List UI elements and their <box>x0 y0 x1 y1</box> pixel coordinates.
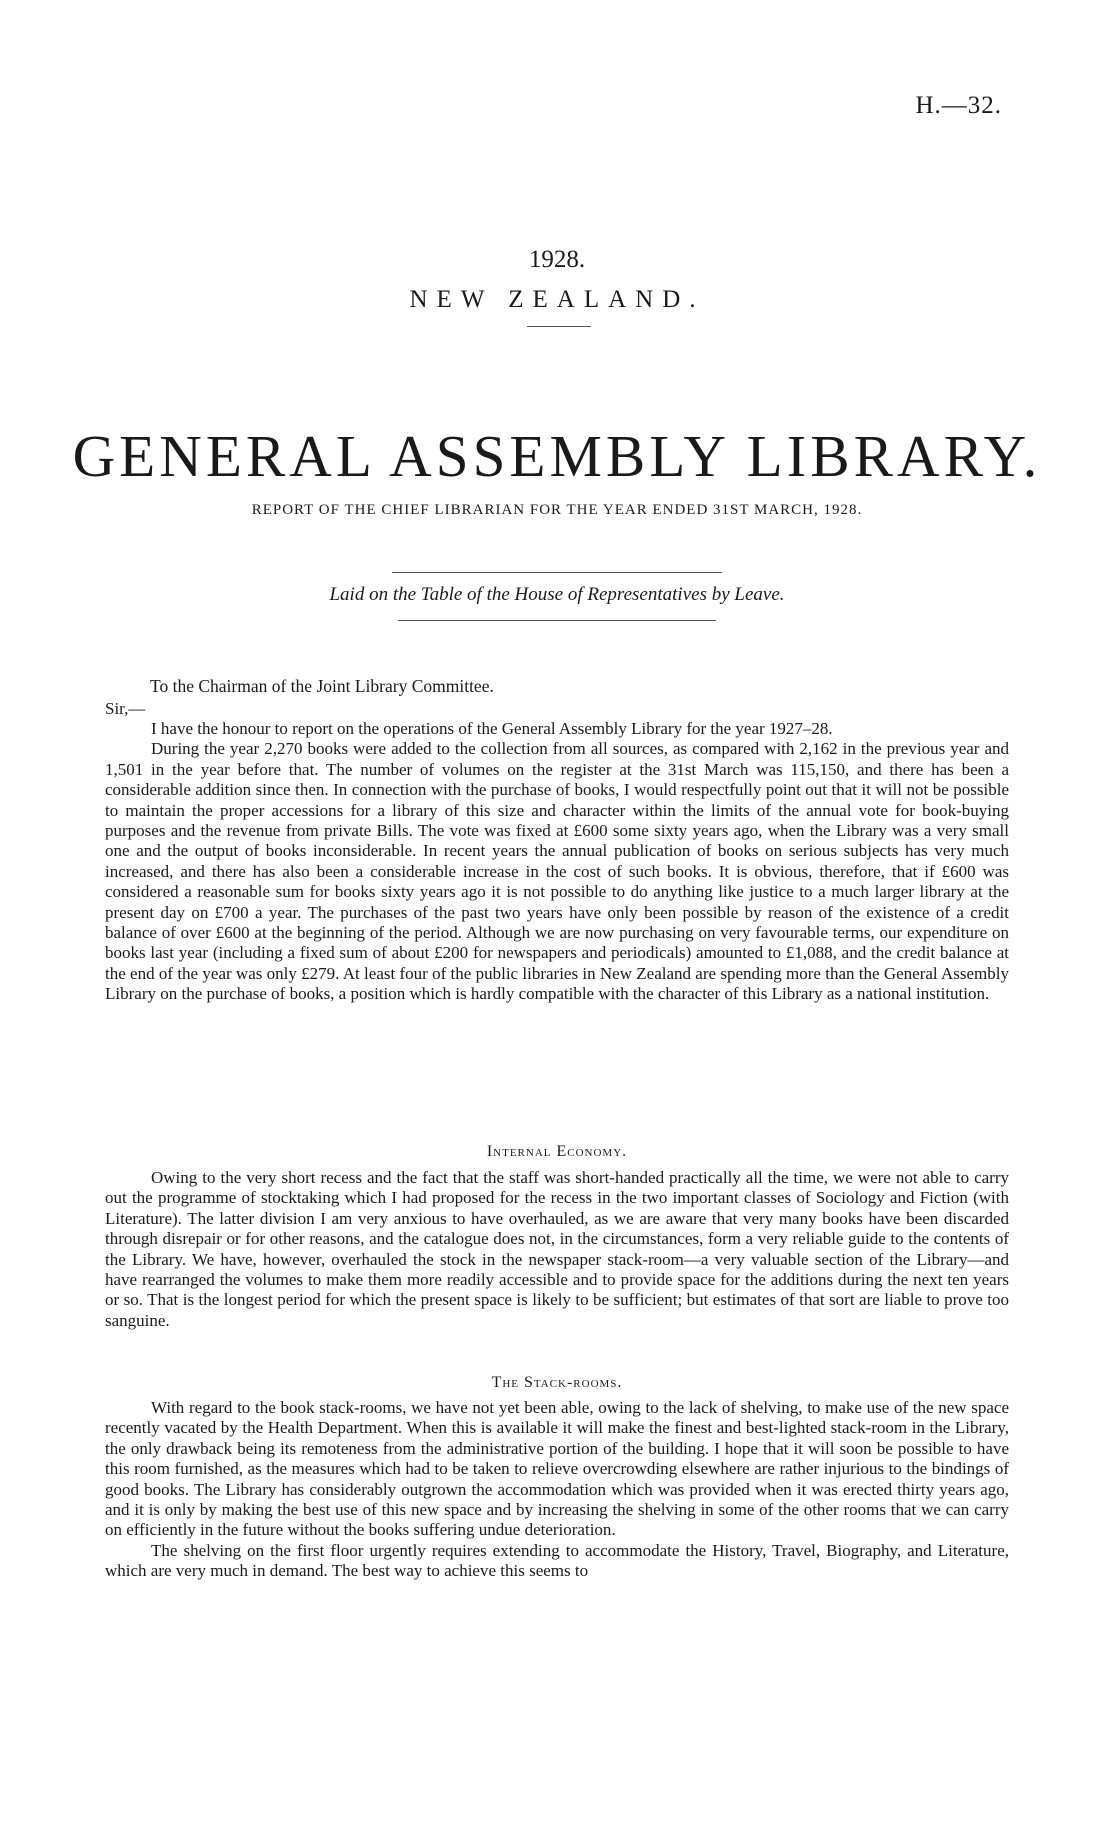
section-heading-internal-economy: Internal Economy. <box>486 1143 628 1160</box>
paragraph-internal-economy: Owing to the very short recess and the fact that the staff was short-handed practically all the time, we were not able to carry out the programme of stocktaking which I had proposed for the recess in the two important classes of Sociology and Fiction (with Literature). The latter division I am very anxious to have overhauled, as we are aware that very many books have been discarded through disrepair or for other reasons, and the catalogue does not, in the circumstances, form a very reliable guide to the contents of the Library. We have, however, overhauled the stock in the newspaper stack-room—a very valuable section of the Library—and have rearranged the volumes to make them more readily accessible and to provide space for the additions during the next ten years or so. That is the longest period for which the present space is likely to be sufficient; but estimates of that sort are liable to prove too sanguine. <box>105 1168 1009 1330</box>
paragraph-accessions: During the year 2,270 books were added to the collection from all sources, as compared with 2,162 in the previous year and 1,501 in the year before that. The number of volumes on the register at the 31st March was 115,150, and there has been a considerable addition since then. In connection with the purchase of books, I would respectfully point out that it will not be possible to maintain the proper accessions for a library of this size and character within the limits of the annual vote for book-buying purposes and the revenue from private Bills. The vote was fixed at £600 some sixty years ago, when the Library was a very small one and the output of books inconsiderable. In recent years the annual publication of books on serious subjects has very much increased, and there has also been a considerable increase in the cost of such books. It is obvious, therefore, that if £600 was considered a reasonable sum for books sixty years ago it is not possible to do anything like justice to a much larger library at the present day on £700 a year. The purchases of the past two years have only been possible by reason of the existence of a credit balance of over £600 at the beginning of the period. Although we are now purchasing on very favourable terms, our expenditure on books last year (including a fixed sum of about £200 for newspapers and periodicals) amounted to £1,088, and the credit balance at the end of the year was only £279. At least four of the public libraries in New Zealand are spending more than the General Assembly Library on the purchase of books, a position which is hardly compatible with the character of this Library as a national institution. <box>105 739 1009 1004</box>
divider-bottom <box>398 620 716 621</box>
document-subtitle: REPORT OF THE CHIEF LIBRARIAN FOR THE YEAR ENDED 31ST MARCH, 1928. <box>251 502 863 518</box>
country-heading: NEW ZEALAND. <box>409 286 705 313</box>
paragraph-stack-rooms: With regard to the book stack-rooms, we have not yet been able, owing to the lack of shelving, to make use of the new space recently vacated by the Health Department. When this is available it will make the finest and best-lighted stack-room in the Library, the only drawback being its remoteness from the administrative portion of the building. I hope that it will soon be possible to have this room furnished, as the measures which had to be taken to relieve overcrowding elsewhere are rather injurious to the bindings of good books. The Library has considerably outgrown the accommodation which was provided when it was erected thirty years ago, and it is only by making the best use of this new space and by increasing the shelving in some of the other rooms that we can carry on efficiently in the future without the books suffering undue deterioration. <box>105 1398 1009 1540</box>
laid-on-table-note: Laid on the Table of the House of Representatives by Leave. <box>329 584 785 605</box>
divider-short <box>527 326 591 327</box>
salutation: Sir,— <box>105 699 146 718</box>
addressee-line: To the Chairman of the Joint Library Committee. <box>150 676 494 696</box>
divider-top <box>392 572 722 573</box>
opening-section <box>105 719 1009 1005</box>
paragraph-opening: I have the honour to report on the operations of the General Assembly Library for the year 1927–28. <box>151 719 833 738</box>
internal-economy-section <box>105 1168 1009 1331</box>
stack-rooms-section <box>105 1398 1009 1582</box>
page-reference: H.—32. <box>915 92 1002 119</box>
report-year: 1928. <box>528 246 586 273</box>
paragraph-shelving: The shelving on the first floor urgently requires extending to accommodate the History, Travel, Biography, and Literature, which are very much in demand. The best way to achieve this seems to <box>105 1540 1009 1581</box>
section-heading-stack-rooms: The Stack-rooms. <box>491 1374 623 1391</box>
document-title: GENERAL ASSEMBLY LIBRARY. <box>72 423 1042 489</box>
